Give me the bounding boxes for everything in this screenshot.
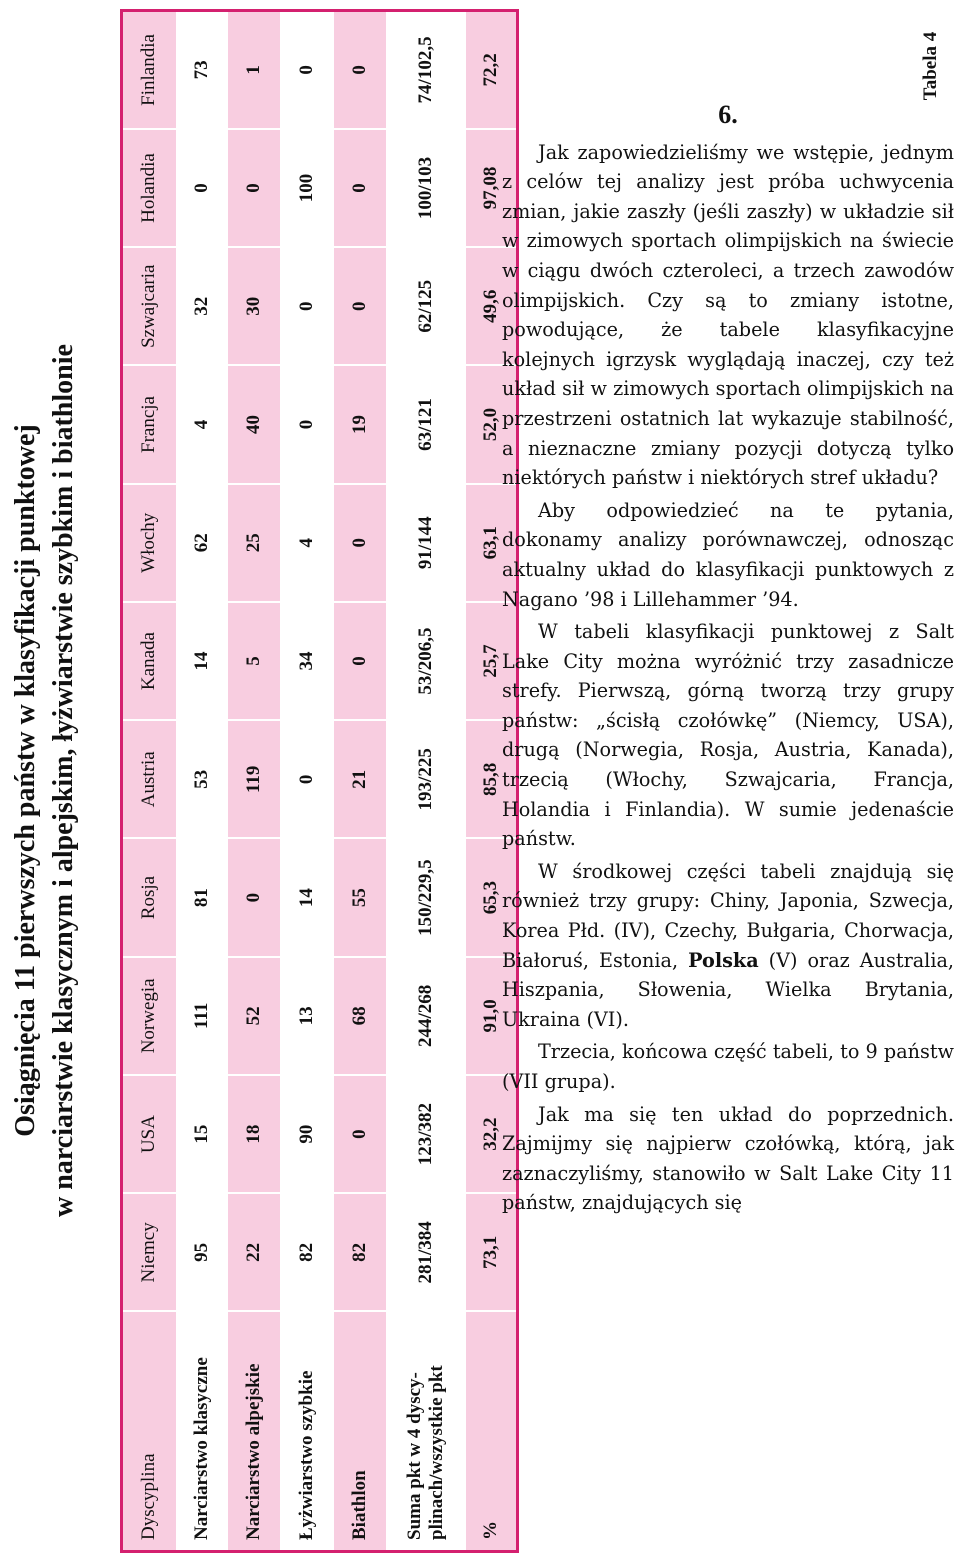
table-cell: 19 [334,365,386,483]
table-cell: 52 [228,957,280,1075]
table-title-line2: w narciarstwie klasycznym i alpejskim, łyżwiarstwie szybkim i biathlonie [48,344,79,1217]
table-cell: 25,7 [466,602,518,720]
table-cell: 15 [176,1075,228,1193]
table-row-sum [386,11,466,1552]
table-cell: 81 [176,838,228,956]
table-cell: 53/206,5 [386,602,466,720]
table-cell: 0 [280,11,334,129]
paragraph: W tabeli klasyfikacji punktowej z Salt Lake City można wyróżnić trzy zasadnicze strefy. Pierwszą, górną tworzą trzy grupy państw: „ścisłą czołówkę” (Niemcy, USA), drugą (Norwegia, Rosja, Austria, Kanada), trzecią (Włochy, Szwajcaria, Francja, Holandia i Finlandia). W sumie jedenaście państw. [502,620,954,851]
table-cell: 82 [280,1193,334,1311]
table-cell: 97,08 [466,129,518,247]
table-cell: 119 [228,720,280,838]
table-cell: 13 [280,957,334,1075]
table-cell: 25 [228,484,280,602]
table-header-row [122,11,176,1552]
table-row [228,11,280,1552]
table-cell: 40 [228,365,280,483]
table-cell: 111 [176,957,228,1075]
header-cell: Francja [122,365,176,483]
table-cell: 91,0 [466,957,518,1075]
header-cell: Dyscyplina [122,1312,176,1552]
table-cell: 52,0 [466,365,518,483]
table-cell: 0 [334,484,386,602]
table-cell: 0 [334,602,386,720]
table-cell: 21 [334,720,386,838]
header-cell: Włochy [122,484,176,602]
table-cell: 95 [176,1193,228,1311]
table-cell: 63,1 [466,484,518,602]
table-row [280,11,334,1552]
table-title-line1: Osiągnięcia 11 pierwszych państw w klasyfikacji punktowej [10,424,41,1137]
table-cell: 4 [280,484,334,602]
table-cell: 1 [228,11,280,129]
row-label [386,1312,466,1552]
row-label: Narciarstwo alpejskie [228,1312,280,1552]
table-cell: 100/103 [386,129,466,247]
table-cell: 30 [228,247,280,365]
table-cell: 0 [334,247,386,365]
table-cell: 4 [176,365,228,483]
row-label: Łyżwiarstwo szybkie [280,1312,334,1552]
row-label-line1: Suma pkt w 4 dyscy- [403,1372,425,1540]
results-table [120,9,519,1553]
table-cell: 32 [176,247,228,365]
header-cell: Norwegia [122,957,176,1075]
table-cell: 32,2 [466,1075,518,1193]
bold-country: Polska [688,948,759,972]
table-cell: 14 [176,602,228,720]
table-cell: 0 [228,129,280,247]
paragraph-text: (V) oraz Australia, Hiszpania, Słowenia, Wielka Brytania, Ukraina (VI). [502,948,954,1031]
table-cell: 49,6 [466,247,518,365]
table-cell: 123/382 [386,1075,466,1193]
table-cell: 73 [176,11,228,129]
paragraph: Jak zapowiedzieliśmy we wstępie, jednym z celów tej analizy jest próba uchwycenia zmian, jakie zaszły (jeśli zaszły) w układzie sił w zimowych sportach olimpijskich na świecie w ciągu dwóch czteroleci, a trzech zawodów olimpijskich. Czy są to zmiany istotne, powodujące, że tabele klasyfikacyjne kolejnych igrzysk wyglądają inaczej, czy też układ sił w zimowych sportach olimpijskich na przestrzeni ostatnich lat wykazuje stabilność, a nieznaczne zmiany pozycji dotyczą tylko niektórych państw i niektórych stref układu? [502,140,954,490]
table-cell: 0 [280,247,334,365]
table-cell: 82 [334,1193,386,1311]
table-cell: 0 [334,1075,386,1193]
table-cell: 0 [176,129,228,247]
table-cell: 0 [280,365,334,483]
table-cell: 22 [228,1193,280,1311]
table-cell: 72,2 [466,11,518,129]
header-cell: Finlandia [122,11,176,129]
table-cell: 90 [280,1075,334,1193]
table-cell: 100 [280,129,334,247]
header-cell: Holandia [122,129,176,247]
table-cell: 14 [280,838,334,956]
table-cell: 150/229,5 [386,838,466,956]
table-cell: 0 [280,720,334,838]
table-cell: 193/225 [386,720,466,838]
table-cell: 0 [334,129,386,247]
paragraph: Jak ma się ten układ do poprzednich. Zajmijmy się najpierw czołówką, którą, jak zaznaczyliśmy, stanowiło w Salt Lake City 11 państw, znajdujących się [502,1102,954,1215]
table-cell: 74/102,5 [386,11,466,129]
paragraph: Aby odpowiedzieć na te pytania, dokonamy analizy porównawczej, odnosząc aktualny układ do klasyfikacji punktowych z Nagano ’98 i Lillehammer ’94. [502,498,954,611]
table-cell: 65,3 [466,838,518,956]
table-cell: 5 [228,602,280,720]
table-cell: 55 [334,838,386,956]
table-cell: 85,8 [466,720,518,838]
article-body [502,100,954,1221]
header-cell: Austria [122,720,176,838]
table-row [176,11,228,1552]
table-cell: 53 [176,720,228,838]
table-label-text: Tabela 4 [920,31,941,101]
table-cell: 0 [334,11,386,129]
row-label-line2: plinach/wszystkie pkt [425,1365,447,1540]
header-cell: USA [122,1075,176,1193]
table-cell: 18 [228,1075,280,1193]
row-label: % [466,1312,518,1552]
paragraph [502,857,954,1035]
row-label: Biathlon [334,1312,386,1552]
table-cell: 73,1 [466,1193,518,1311]
paragraph-text: W środkowej części tabeli znajdują się również trzy grupy: Chiny, Japonia, Szwecja, Korea Płd. (IV), Czechy, Bułgaria, Chorwacja, Białoruś, Estonia, [502,859,954,972]
table-title [0,0,120,1561]
table-cell: 62 [176,484,228,602]
table-cell: 244/268 [386,957,466,1075]
table-cell: 0 [228,838,280,956]
header-cell: Kanada [122,602,176,720]
table-cell: 63/121 [386,365,466,483]
table-cell: 281/384 [386,1193,466,1311]
paragraph: Trzecia, końcowa część tabeli, to 9 państw (VII grupa). [502,1040,954,1093]
header-cell: Szwajcaria [122,247,176,365]
table-cell: 62/125 [386,247,466,365]
header-cell: Niemcy [122,1193,176,1311]
table-cell: 34 [280,602,334,720]
section-number: 6. [718,100,738,129]
header-cell: Rosja [122,838,176,956]
table-cell: 68 [334,957,386,1075]
table-cell: 91/144 [386,484,466,602]
table-row [334,11,386,1552]
row-label: Narciarstwo klasyczne [176,1312,228,1552]
